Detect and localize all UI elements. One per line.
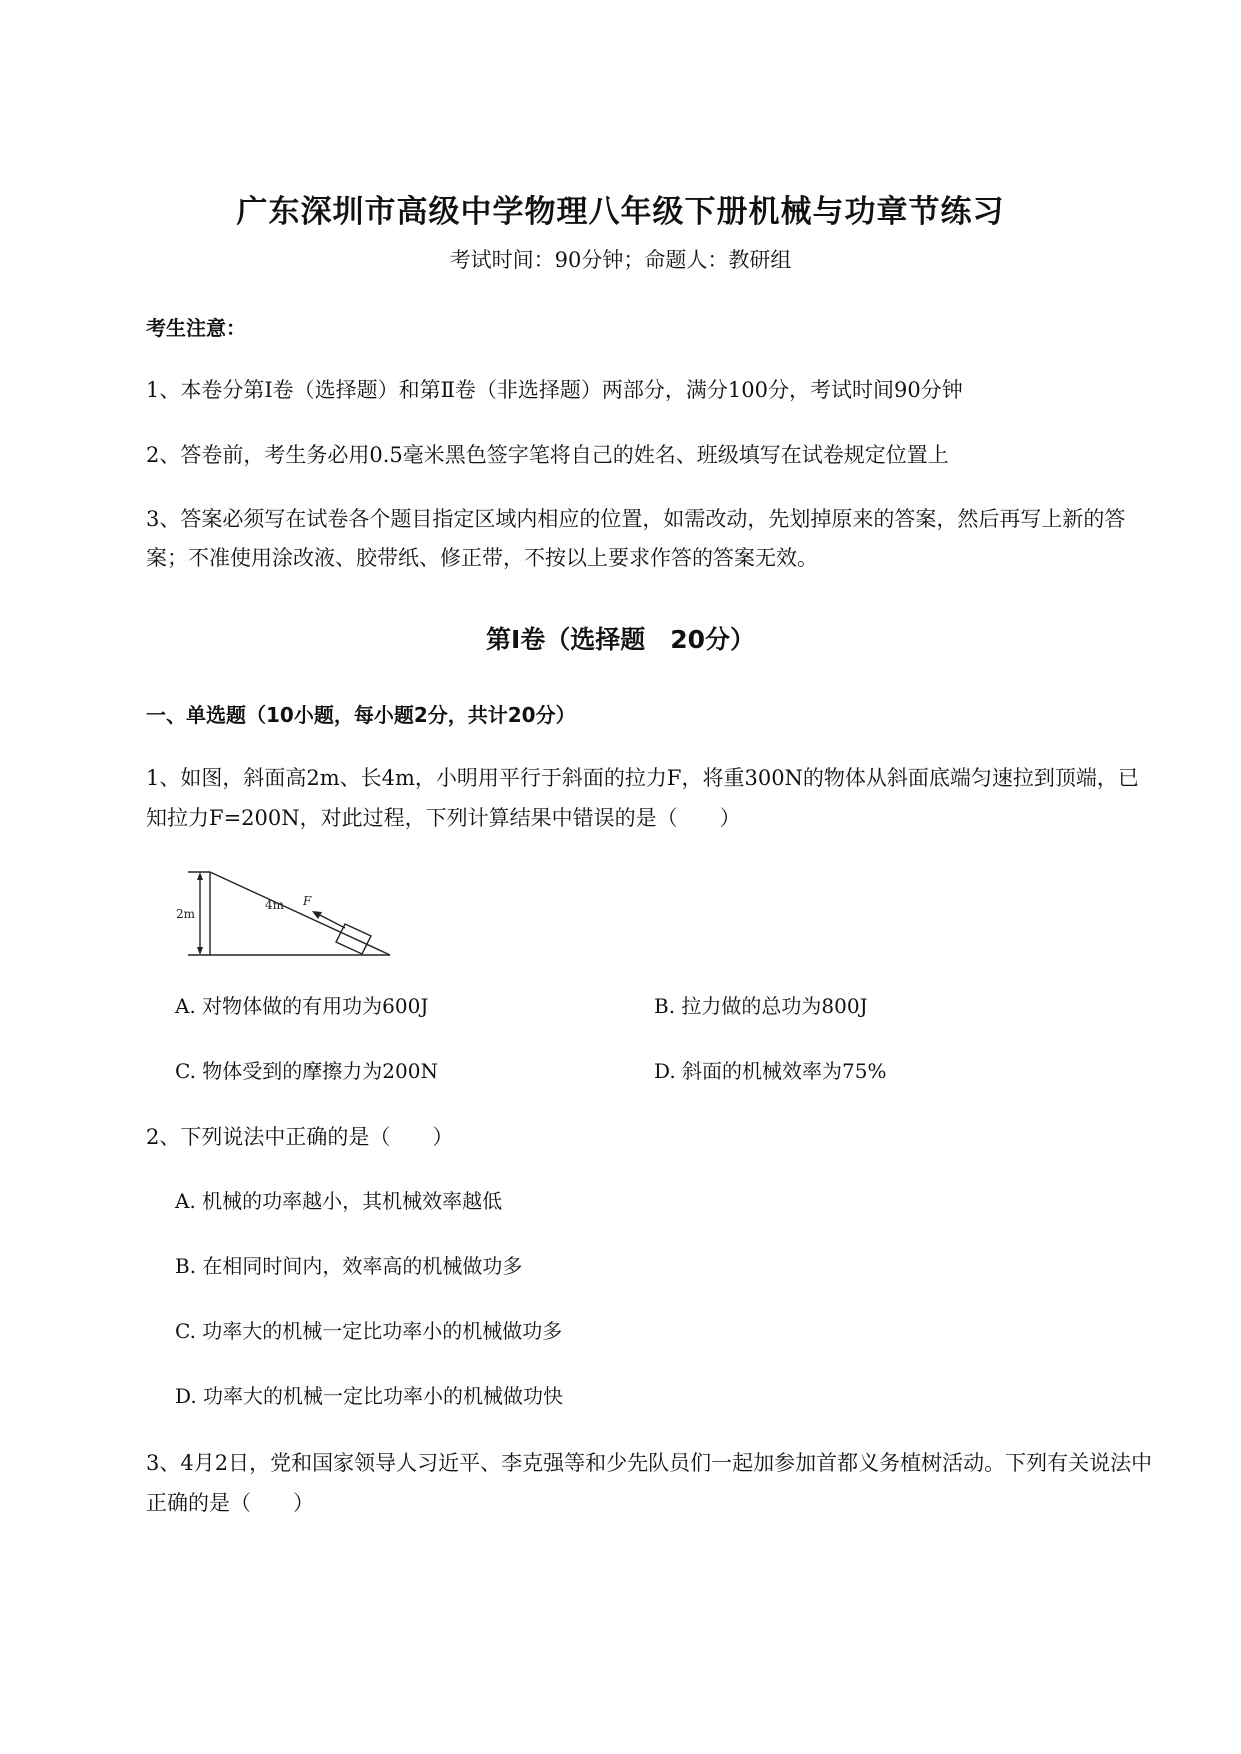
section-title: 第I卷（选择题 20分）: [485, 625, 756, 654]
figure-incline-hypotenuse: [210, 872, 390, 955]
question-2-option-b[interactable]: B. 在相同时间内，效率高的机械做功多: [175, 1254, 523, 1278]
question-1-stem: 1、如图，斜面高2m、长4m，小明用平行于斜面的拉力F，将重300N的物体从斜面底端匀速拉到顶端，已知拉力F=200N，对此过程，下列计算结果中错误的是（ ）: [146, 766, 1139, 830]
figure-dimension-arrow-bottom: [197, 947, 203, 955]
part-heading: 一、单选题（10小题，每小题2分，共计20分）: [146, 703, 576, 727]
figure-height-label: 2m: [176, 907, 196, 921]
question-2-option-a[interactable]: A. 机械的功率越小，其机械效率越低: [175, 1189, 503, 1213]
notice-item-3: 3、答案必须写在试卷各个题目指定区域内相应的位置，如需改动，先划掉原来的答案，然后再写上新的答案；不准使用涂改液、胶带纸、修正带，不按以上要求作答的答案无效。: [146, 507, 1126, 570]
notice-heading: 考生注意：: [146, 316, 246, 340]
question-1-option-c[interactable]: C. 物体受到的摩擦力为200N: [175, 1059, 438, 1083]
exam-title: 广东深圳市高级中学物理八年级下册机械与功章节练习: [236, 194, 1005, 230]
figure-block: [336, 924, 371, 954]
figure-force-arrow: [316, 913, 345, 928]
figure-force-label: F: [303, 894, 312, 908]
question-2-stem: 2、下列说法中正确的是（ ）: [146, 1125, 454, 1149]
question-2-option-c[interactable]: C. 功率大的机械一定比功率小的机械做功多: [175, 1319, 563, 1343]
question-1-option-d[interactable]: D. 斜面的机械效率为75%: [654, 1059, 887, 1083]
exam-subtitle: 考试时间：90分钟；命题人：教研组: [449, 248, 792, 272]
incline-figure: [170, 860, 400, 960]
figure-length-label: 4m: [265, 898, 285, 912]
figure-dimension-arrow-top: [197, 872, 203, 880]
notice-item-2: 2、答卷前，考生务必用0.5毫米黑色签字笔将自己的姓名、班级填写在试卷规定位置上: [146, 443, 949, 467]
notice-item-1: 1、本卷分第I卷（选择题）和第Ⅱ卷（非选择题）两部分，满分100分，考试时间90分钟: [146, 378, 963, 402]
question-3-stem: 3、4月2日，党和国家领导人习近平、李克强等和少先队员们一起加参加首都义务植树活动。下列有关说法中正确的是（ ）: [146, 1451, 1153, 1515]
question-1-option-a[interactable]: A. 对物体做的有用功为600J: [175, 994, 429, 1018]
question-2-option-d[interactable]: D. 功率大的机械一定比功率小的机械做功快: [175, 1384, 564, 1408]
question-1-option-b[interactable]: B. 拉力做的总功为800J: [654, 994, 868, 1018]
